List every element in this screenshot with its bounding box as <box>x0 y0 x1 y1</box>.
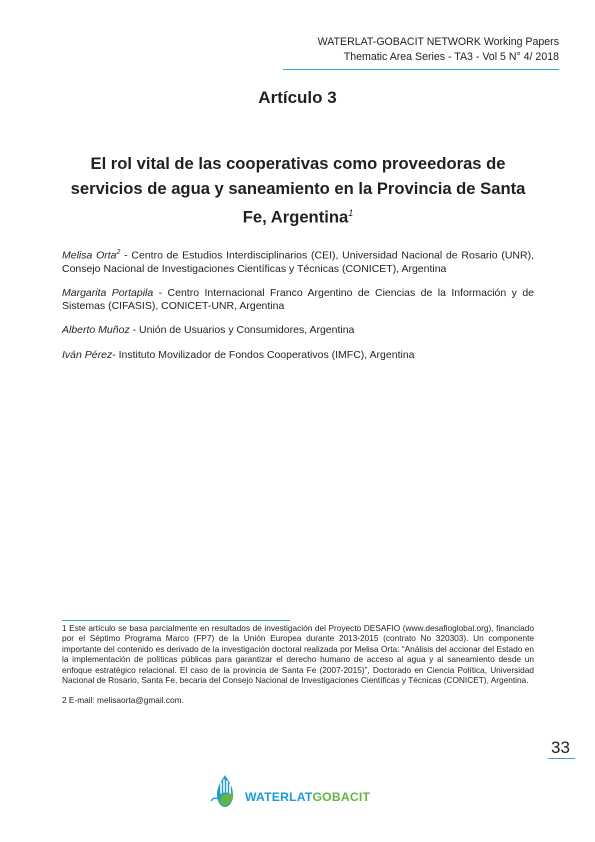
author-affiliation: - Instituto Movilizador de Fondos Cooperativos (IMFC), Argentina <box>112 348 415 361</box>
author-name: Iván Pérez <box>62 348 113 361</box>
author-footnote-ref: 2 <box>116 249 121 256</box>
author-entry <box>62 246 534 276</box>
waterlat-gobacit-logo <box>207 771 397 811</box>
page-number: 33 <box>551 738 570 757</box>
page-number-underline <box>548 758 575 759</box>
author-entry <box>62 349 534 362</box>
title-footnote-ref: 1 <box>348 208 354 218</box>
running-header <box>318 35 559 65</box>
author-name: Alberto Muñoz <box>62 324 130 337</box>
footnote-divider <box>62 620 290 621</box>
footnote-2: 2 E-mail: melisaorta@gmail.com. <box>62 695 184 706</box>
author-name: Margarita Portapila <box>62 286 154 299</box>
author-affiliation: - Centro Internacional Franco Argentino de Ciencias de la Información y de Sistemas (CIFASIS), CONICET-UNR, Argentina <box>62 286 534 313</box>
author-affiliation: - Centro de Estudios Interdisciplinarios (CEI), Universidad Nacional de Rosario (UNR), Consejo Nacional de Investigaciones Científicas y Técnicas (CONICET), Argentina <box>62 249 534 275</box>
footnote-1: 1 Este artículo se basa parcialmente en resultados de investigación del Proyecto DESAFIO (www.desafioglobal.org), financiado por el Séptimo Programa Marco (FP7) de la Unión Europea durante 2013-2015 (contrato No 320303). Un componente importante del contenido es derivado de la investigación doctoral realizada por Melisa Orta: “Análisis del accionar del Estado en la implementación de políticas públicas para garantizar el derecho humano de acceso al agua y al saneamiento desde un enfoque estratégico relacional. El caso de la provincia de Santa Fe (2007-2015)”, Doctorado en Ciencia Política, Universidad Nacional de Rosario, Santa Fe, becaria del Consejo Nacional de Investigaciones Científicas y Técnicas (CONICET), Argentina. <box>62 623 534 686</box>
logo-text-waterlat: WATERLAT <box>245 790 313 804</box>
author-entry <box>62 287 534 313</box>
header-line-1: WATERLAT-GOBACIT NETWORK Working Papers <box>317 36 559 48</box>
article-label: Artículo 3 <box>258 88 337 107</box>
logo-wordmark <box>245 790 370 804</box>
article-title-text: El rol vital de las cooperativas como proveedoras de servicios de agua y saneamiento en la Provincia de Santa Fe, Argentina <box>70 154 526 227</box>
logo-text-gobacit: GOBACIT <box>312 790 371 804</box>
footnotes <box>62 623 534 716</box>
article-title <box>62 152 534 230</box>
author-list <box>62 246 534 373</box>
author-affiliation: - Unión de Usuarios y Consumidores, Argentina <box>129 324 355 337</box>
water-drop-hand-icon <box>207 771 243 811</box>
author-name: Melisa Orta <box>62 249 117 262</box>
header-line-2: Thematic Area Series - TA3 - Vol 5 N° 4/ 2018 <box>343 51 559 63</box>
author-entry <box>62 324 534 337</box>
header-divider <box>283 69 559 70</box>
